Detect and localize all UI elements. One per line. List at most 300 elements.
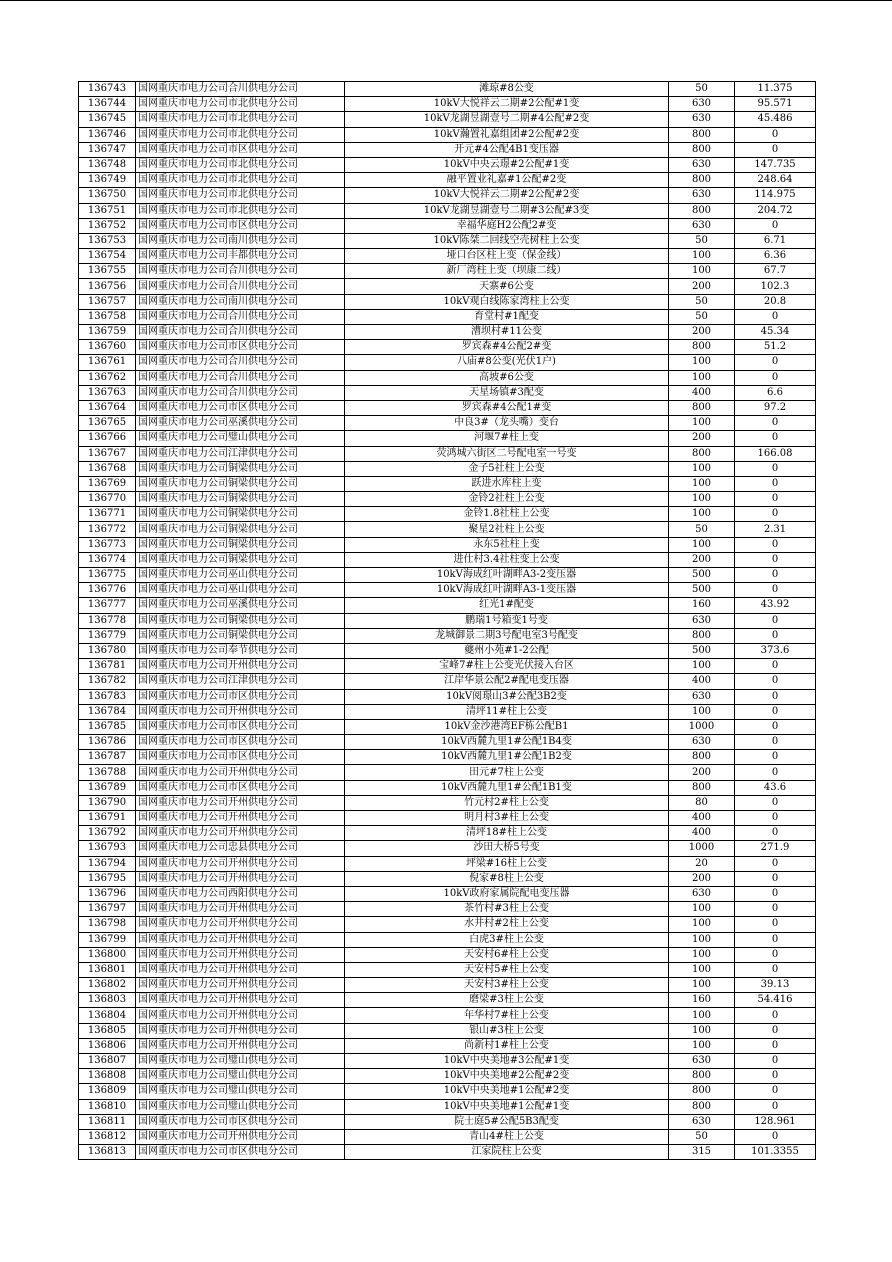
- cell-capacity: 800: [669, 142, 735, 157]
- table-row: [79, 811, 816, 826]
- cell-organization: 国网重庆市电力公司璧山供电分公司: [136, 1084, 345, 1099]
- cell-capacity: 100: [669, 249, 735, 264]
- cell-organization: 国网重庆市电力公司开州供电分公司: [136, 795, 345, 810]
- cell-organization: 国网重庆市电力公司市区供电分公司: [136, 750, 345, 765]
- cell-transformer-name: 河堰7#柱上变: [345, 431, 669, 446]
- cell-organization: 国网重庆市电力公司南川供电分公司: [136, 233, 345, 248]
- cell-id: 136791: [79, 811, 136, 826]
- cell-transformer-name: 聚星2社柱上公变: [345, 522, 669, 537]
- table-row: [79, 583, 816, 598]
- cell-capacity: 630: [669, 886, 735, 901]
- table-row: [79, 142, 816, 157]
- cell-capacity: 800: [669, 750, 735, 765]
- table-row: [79, 370, 816, 385]
- cell-id: 136804: [79, 1008, 136, 1023]
- cell-capacity: 100: [669, 416, 735, 431]
- cell-transformer-name: 10kV金沙港湾EF栋公配B1: [345, 719, 669, 734]
- cell-transformer-name: 融平置业礼嘉#1公配#2变: [345, 173, 669, 188]
- table-row: [79, 552, 816, 567]
- table-row: [79, 704, 816, 719]
- cell-transformer-name: 白虎3#柱上公变: [345, 932, 669, 947]
- cell-capacity: 1000: [669, 719, 735, 734]
- table-row: [79, 340, 816, 355]
- cell-transformer-name: 滩琼#8公变: [345, 82, 669, 97]
- cell-transformer-name: 金铃1.8社柱上公变: [345, 507, 669, 522]
- cell-id: 136773: [79, 537, 136, 552]
- cell-transformer-name: 清坪18#柱上公变: [345, 826, 669, 841]
- cell-transformer-name: 高坡#6公变: [345, 370, 669, 385]
- table-row: [79, 917, 816, 932]
- cell-organization: 国网重庆市电力公司巫溪供电分公司: [136, 416, 345, 431]
- cell-value: 0: [735, 1023, 816, 1038]
- table-row: [79, 643, 816, 658]
- cell-value: 0: [735, 127, 816, 142]
- cell-id: 136784: [79, 704, 136, 719]
- cell-transformer-name: 10kV龙湖昱湖壹号二期#3公配#3变: [345, 203, 669, 218]
- cell-organization: 国网重庆市电力公司巫溪供电分公司: [136, 598, 345, 613]
- cell-value: 20.8: [735, 294, 816, 309]
- cell-transformer-name: 鹏瑞1号箱变1号变: [345, 613, 669, 628]
- cell-transformer-name: 10kV龙湖昱湖壹号二期#4公配#2变: [345, 112, 669, 127]
- cell-organization: 国网重庆市电力公司开州供电分公司: [136, 871, 345, 886]
- cell-value: 11.375: [735, 82, 816, 97]
- cell-capacity: 100: [669, 917, 735, 932]
- cell-organization: 国网重庆市电力公司巫山供电分公司: [136, 568, 345, 583]
- cell-organization: 国网重庆市电力公司铜梁供电分公司: [136, 492, 345, 507]
- cell-organization: 国网重庆市电力公司铜梁供电分公司: [136, 461, 345, 476]
- cell-organization: 国网重庆市电力公司铜梁供电分公司: [136, 628, 345, 643]
- table-row: [79, 218, 816, 233]
- cell-value: 0: [735, 476, 816, 491]
- table-row: [79, 947, 816, 962]
- cell-capacity: 50: [669, 233, 735, 248]
- table-row: [79, 613, 816, 628]
- table-row: [79, 689, 816, 704]
- cell-organization: 国网重庆市电力公司忠县供电分公司: [136, 841, 345, 856]
- cell-id: 136790: [79, 795, 136, 810]
- table-row: [79, 735, 816, 750]
- cell-value: 0: [735, 719, 816, 734]
- cell-id: 136809: [79, 1084, 136, 1099]
- table-row: [79, 355, 816, 370]
- cell-organization: 国网重庆市电力公司璧山供电分公司: [136, 1069, 345, 1084]
- cell-id: 136775: [79, 568, 136, 583]
- cell-capacity: 100: [669, 902, 735, 917]
- cell-id: 136801: [79, 962, 136, 977]
- cell-organization: 国网重庆市电力公司开州供电分公司: [136, 826, 345, 841]
- table-row: [79, 993, 816, 1008]
- cell-organization: 国网重庆市电力公司市北供电分公司: [136, 157, 345, 172]
- cell-organization: 国网重庆市电力公司开州供电分公司: [136, 962, 345, 977]
- cell-capacity: 160: [669, 598, 735, 613]
- cell-transformer-name: 10kV西麓九里1#公配1B1变: [345, 780, 669, 795]
- cell-capacity: 500: [669, 643, 735, 658]
- cell-id: 136771: [79, 507, 136, 522]
- cell-capacity: 200: [669, 552, 735, 567]
- cell-transformer-name: 荧鸿城六街区二号配电室一号变: [345, 446, 669, 461]
- cell-capacity: 100: [669, 507, 735, 522]
- cell-organization: 国网重庆市电力公司开州供电分公司: [136, 1008, 345, 1023]
- cell-id: 136799: [79, 932, 136, 947]
- cell-value: 0: [735, 1069, 816, 1084]
- cell-id: 136755: [79, 264, 136, 279]
- cell-value: 166.08: [735, 446, 816, 461]
- table-row: [79, 157, 816, 172]
- cell-transformer-name: 10kV瀚置礼嘉组团#2公配#2变: [345, 127, 669, 142]
- cell-capacity: 50: [669, 522, 735, 537]
- cell-transformer-name: 天安村5#柱上公变: [345, 962, 669, 977]
- data-table: [78, 81, 816, 1160]
- cell-id: 136760: [79, 340, 136, 355]
- cell-value: 0: [735, 613, 816, 628]
- table-row: [79, 492, 816, 507]
- cell-capacity: 630: [669, 112, 735, 127]
- cell-value: 0: [735, 537, 816, 552]
- cell-organization: 国网重庆市电力公司合川供电分公司: [136, 279, 345, 294]
- cell-organization: 国网重庆市电力公司合川供电分公司: [136, 370, 345, 385]
- cell-id: 136767: [79, 446, 136, 461]
- cell-transformer-name: 坪梁#16柱上公变: [345, 856, 669, 871]
- cell-organization: 国网重庆市电力公司开州供电分公司: [136, 659, 345, 674]
- cell-organization: 国网重庆市电力公司市区供电分公司: [136, 1145, 345, 1160]
- table-row: [79, 871, 816, 886]
- cell-id: 136813: [79, 1145, 136, 1160]
- cell-id: 136789: [79, 780, 136, 795]
- cell-value: 0: [735, 795, 816, 810]
- cell-capacity: 400: [669, 826, 735, 841]
- cell-value: 97.2: [735, 400, 816, 415]
- cell-organization: 国网重庆市电力公司合川供电分公司: [136, 264, 345, 279]
- cell-transformer-name: 10kV大悦祥云二期#2公配#2变: [345, 188, 669, 203]
- cell-organization: 国网重庆市电力公司江津供电分公司: [136, 674, 345, 689]
- cell-capacity: 20: [669, 856, 735, 871]
- cell-transformer-name: 金子5社柱上公变: [345, 461, 669, 476]
- cell-value: 0: [735, 431, 816, 446]
- cell-transformer-name: 10kV中央美地#1公配#1变: [345, 1099, 669, 1114]
- cell-capacity: 200: [669, 765, 735, 780]
- cell-transformer-name: 茶竹村#3柱上公变: [345, 902, 669, 917]
- cell-value: 0: [735, 902, 816, 917]
- cell-value: 373.6: [735, 643, 816, 658]
- cell-organization: 国网重庆市电力公司市北供电分公司: [136, 97, 345, 112]
- cell-capacity: 630: [669, 689, 735, 704]
- cell-id: 136748: [79, 157, 136, 172]
- cell-id: 136787: [79, 750, 136, 765]
- cell-id: 136805: [79, 1023, 136, 1038]
- table-row: [79, 826, 816, 841]
- cell-capacity: 630: [669, 1054, 735, 1069]
- cell-id: 136802: [79, 978, 136, 993]
- cell-capacity: 100: [669, 932, 735, 947]
- cell-id: 136783: [79, 689, 136, 704]
- cell-organization: 国网重庆市电力公司合川供电分公司: [136, 82, 345, 97]
- cell-value: 114.975: [735, 188, 816, 203]
- cell-value: 45.486: [735, 112, 816, 127]
- cell-transformer-name: 青山4#柱上公变: [345, 1129, 669, 1144]
- cell-organization: 国网重庆市电力公司铜梁供电分公司: [136, 476, 345, 491]
- cell-transformer-name: 10kV中央美地#1公配#2变: [345, 1084, 669, 1099]
- cell-id: 136745: [79, 112, 136, 127]
- table-row: [79, 1023, 816, 1038]
- table-row: [79, 537, 816, 552]
- cell-capacity: 100: [669, 1038, 735, 1053]
- table-row: [79, 598, 816, 613]
- cell-value: 0: [735, 1008, 816, 1023]
- cell-transformer-name: 10kV中央美地#2公配#2变: [345, 1069, 669, 1084]
- cell-value: 0: [735, 659, 816, 674]
- cell-id: 136792: [79, 826, 136, 841]
- cell-capacity: 200: [669, 871, 735, 886]
- cell-value: 0: [735, 750, 816, 765]
- cell-organization: 国网重庆市电力公司市区供电分公司: [136, 735, 345, 750]
- cell-value: 0: [735, 811, 816, 826]
- cell-organization: 国网重庆市电力公司市区供电分公司: [136, 780, 345, 795]
- cell-transformer-name: 10kV阅璟山3#公配3B2变: [345, 689, 669, 704]
- cell-id: 136803: [79, 993, 136, 1008]
- page-top-border: [0, 0, 892, 1]
- cell-id: 136764: [79, 400, 136, 415]
- cell-organization: 国网重庆市电力公司市区供电分公司: [136, 340, 345, 355]
- cell-id: 136757: [79, 294, 136, 309]
- cell-organization: 国网重庆市电力公司合川供电分公司: [136, 355, 345, 370]
- cell-transformer-name: 新厂湾柱上变（坝康二线）: [345, 264, 669, 279]
- cell-capacity: 100: [669, 1023, 735, 1038]
- table-row: [79, 1114, 816, 1129]
- cell-capacity: 500: [669, 583, 735, 598]
- cell-capacity: 630: [669, 735, 735, 750]
- cell-transformer-name: 10kV政府家属院配电变压器: [345, 886, 669, 901]
- cell-capacity: 100: [669, 704, 735, 719]
- cell-organization: 国网重庆市电力公司市区供电分公司: [136, 1114, 345, 1129]
- cell-id: 136763: [79, 385, 136, 400]
- cell-organization: 国网重庆市电力公司开州供电分公司: [136, 932, 345, 947]
- cell-transformer-name: 10kV陈桀二回线空壳树柱上公变: [345, 233, 669, 248]
- cell-organization: 国网重庆市电力公司丰都供电分公司: [136, 249, 345, 264]
- table-row: [79, 841, 816, 856]
- cell-value: 67.7: [735, 264, 816, 279]
- cell-transformer-name: 10kV西麓九里1#公配1B2变: [345, 750, 669, 765]
- cell-id: 136758: [79, 309, 136, 324]
- cell-organization: 国网重庆市电力公司开州供电分公司: [136, 978, 345, 993]
- cell-organization: 国网重庆市电力公司开州供电分公司: [136, 993, 345, 1008]
- cell-id: 136759: [79, 325, 136, 340]
- cell-capacity: 400: [669, 385, 735, 400]
- cell-organization: 国网重庆市电力公司开州供电分公司: [136, 704, 345, 719]
- cell-organization: 国网重庆市电力公司市北供电分公司: [136, 203, 345, 218]
- cell-value: 0: [735, 1054, 816, 1069]
- cell-value: 0: [735, 583, 816, 598]
- table-row: [79, 461, 816, 476]
- cell-id: 136746: [79, 127, 136, 142]
- table-row: [79, 902, 816, 917]
- cell-id: 136776: [79, 583, 136, 598]
- cell-value: 0: [735, 628, 816, 643]
- cell-value: 0: [735, 370, 816, 385]
- cell-transformer-name: 磨梁#3柱上公变: [345, 993, 669, 1008]
- cell-capacity: 315: [669, 1145, 735, 1160]
- table-row: [79, 886, 816, 901]
- table-row: [79, 795, 816, 810]
- cell-capacity: 200: [669, 325, 735, 340]
- cell-id: 136778: [79, 613, 136, 628]
- cell-value: 0: [735, 1129, 816, 1144]
- cell-organization: 国网重庆市电力公司市北供电分公司: [136, 188, 345, 203]
- cell-transformer-name: 金铃2社柱上公变: [345, 492, 669, 507]
- cell-id: 136774: [79, 552, 136, 567]
- cell-capacity: 100: [669, 355, 735, 370]
- cell-value: 0: [735, 962, 816, 977]
- table-row: [79, 416, 816, 431]
- cell-capacity: 50: [669, 309, 735, 324]
- cell-organization: 国网重庆市电力公司铜梁供电分公司: [136, 507, 345, 522]
- cell-id: 136743: [79, 82, 136, 97]
- cell-value: 0: [735, 507, 816, 522]
- cell-capacity: 800: [669, 127, 735, 142]
- cell-id: 136747: [79, 142, 136, 157]
- cell-capacity: 100: [669, 947, 735, 962]
- cell-value: 0: [735, 492, 816, 507]
- cell-id: 136811: [79, 1114, 136, 1129]
- cell-capacity: 800: [669, 446, 735, 461]
- table-row: [79, 203, 816, 218]
- cell-transformer-name: 10kV大悦祥云二期#2公配#1变: [345, 97, 669, 112]
- table-row: [79, 978, 816, 993]
- cell-organization: 国网重庆市电力公司开州供电分公司: [136, 856, 345, 871]
- table-row: [79, 719, 816, 734]
- cell-organization: 国网重庆市电力公司市区供电分公司: [136, 400, 345, 415]
- cell-id: 136744: [79, 97, 136, 112]
- table-row: [79, 264, 816, 279]
- cell-value: 0: [735, 1084, 816, 1099]
- cell-transformer-name: 漕坝村#11公变: [345, 325, 669, 340]
- cell-capacity: 630: [669, 188, 735, 203]
- cell-id: 136781: [79, 659, 136, 674]
- table-row: [79, 173, 816, 188]
- cell-transformer-name: 红光1#配变: [345, 598, 669, 613]
- cell-value: 0: [735, 674, 816, 689]
- cell-capacity: 100: [669, 492, 735, 507]
- cell-id: 136795: [79, 871, 136, 886]
- cell-capacity: 50: [669, 294, 735, 309]
- table-row: [79, 188, 816, 203]
- cell-value: 101.3355: [735, 1145, 816, 1160]
- cell-value: 51.2: [735, 340, 816, 355]
- table-row: [79, 765, 816, 780]
- cell-transformer-name: 夔州小苑#1-2公配: [345, 643, 669, 658]
- table-row: [79, 309, 816, 324]
- table-row: [79, 659, 816, 674]
- cell-capacity: 1000: [669, 841, 735, 856]
- cell-value: 248.64: [735, 173, 816, 188]
- cell-value: 0: [735, 735, 816, 750]
- cell-capacity: 630: [669, 613, 735, 628]
- cell-id: 136785: [79, 719, 136, 734]
- cell-transformer-name: 倪家#8柱上公变: [345, 871, 669, 886]
- cell-value: 0: [735, 826, 816, 841]
- cell-id: 136756: [79, 279, 136, 294]
- cell-value: 43.92: [735, 598, 816, 613]
- cell-value: 147.735: [735, 157, 816, 172]
- cell-value: 0: [735, 947, 816, 962]
- table-row: [79, 1084, 816, 1099]
- cell-transformer-name: 明月村3#柱上公变: [345, 811, 669, 826]
- cell-id: 136786: [79, 735, 136, 750]
- cell-value: 0: [735, 871, 816, 886]
- cell-organization: 国网重庆市电力公司南川供电分公司: [136, 294, 345, 309]
- table-row: [79, 1038, 816, 1053]
- cell-value: 0: [735, 142, 816, 157]
- cell-transformer-name: 永东5社柱上变: [345, 537, 669, 552]
- table-body: [79, 82, 816, 1160]
- cell-organization: 国网重庆市电力公司璧山供电分公司: [136, 1099, 345, 1114]
- cell-id: 136761: [79, 355, 136, 370]
- cell-transformer-name: 江家院柱上公变: [345, 1145, 669, 1160]
- table-row: [79, 400, 816, 415]
- cell-capacity: 100: [669, 461, 735, 476]
- table-row: [79, 568, 816, 583]
- cell-id: 136798: [79, 917, 136, 932]
- cell-transformer-name: 10kV观白线陈家湾柱上公变: [345, 294, 669, 309]
- cell-value: 0: [735, 932, 816, 947]
- cell-value: 0: [735, 856, 816, 871]
- cell-organization: 国网重庆市电力公司奉节供电分公司: [136, 643, 345, 658]
- cell-id: 136770: [79, 492, 136, 507]
- cell-transformer-name: 尚新村1#柱上公变: [345, 1038, 669, 1053]
- cell-id: 136750: [79, 188, 136, 203]
- table-row: [79, 780, 816, 795]
- table-row: [79, 1129, 816, 1144]
- table-row: [79, 112, 816, 127]
- cell-transformer-name: 进仕村3.4社柱变上公变: [345, 552, 669, 567]
- table-row: [79, 325, 816, 340]
- cell-id: 136765: [79, 416, 136, 431]
- cell-id: 136768: [79, 461, 136, 476]
- cell-value: 0: [735, 309, 816, 324]
- cell-organization: 国网重庆市电力公司开州供电分公司: [136, 765, 345, 780]
- cell-transformer-name: 龙城御景二期3号配电室3号配变: [345, 628, 669, 643]
- cell-capacity: 50: [669, 1129, 735, 1144]
- cell-value: 0: [735, 917, 816, 932]
- cell-capacity: 630: [669, 1114, 735, 1129]
- cell-organization: 国网重庆市电力公司开州供电分公司: [136, 917, 345, 932]
- cell-value: 39.13: [735, 978, 816, 993]
- cell-value: 95.571: [735, 97, 816, 112]
- cell-capacity: 50: [669, 82, 735, 97]
- cell-value: 54.416: [735, 993, 816, 1008]
- table-row: [79, 431, 816, 446]
- cell-value: 0: [735, 886, 816, 901]
- cell-id: 136807: [79, 1054, 136, 1069]
- table-row: [79, 127, 816, 142]
- cell-value: 0: [735, 689, 816, 704]
- cell-organization: 国网重庆市电力公司市区供电分公司: [136, 142, 345, 157]
- cell-id: 136762: [79, 370, 136, 385]
- table-row: [79, 628, 816, 643]
- table-row: [79, 82, 816, 97]
- cell-organization: 国网重庆市电力公司铜梁供电分公司: [136, 552, 345, 567]
- cell-transformer-name: 罗宾森#4公配1#变: [345, 400, 669, 415]
- cell-capacity: 800: [669, 1084, 735, 1099]
- cell-capacity: 160: [669, 993, 735, 1008]
- cell-transformer-name: 开元#4公配4B1变压器: [345, 142, 669, 157]
- table-row: [79, 932, 816, 947]
- cell-value: 0: [735, 1099, 816, 1114]
- cell-transformer-name: 水井村#2柱上公变: [345, 917, 669, 932]
- cell-value: 0: [735, 765, 816, 780]
- cell-id: 136788: [79, 765, 136, 780]
- table-row: [79, 294, 816, 309]
- cell-id: 136797: [79, 902, 136, 917]
